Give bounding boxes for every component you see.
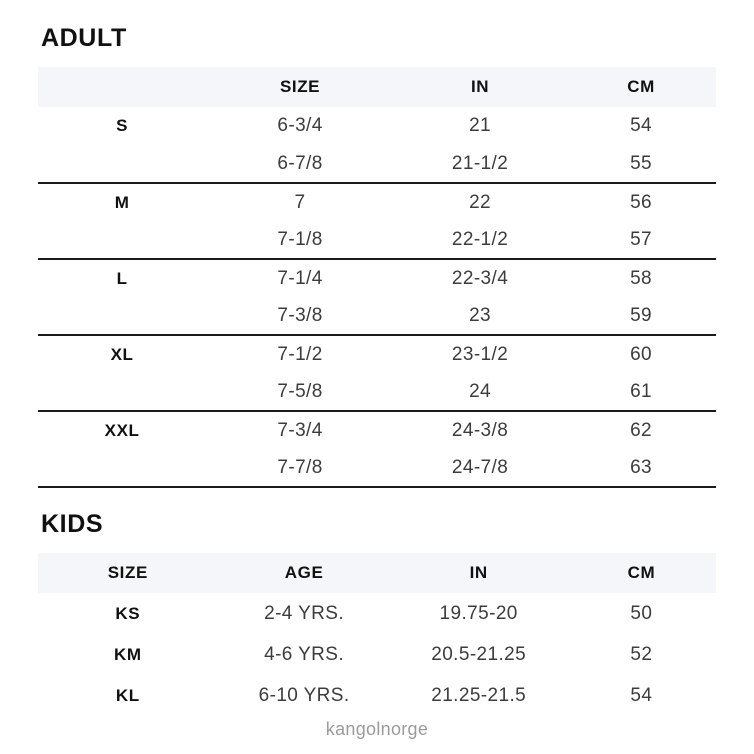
size-cell: 7-1/8 (206, 221, 394, 259)
size-cell: 7-3/8 (206, 297, 394, 335)
kids-header-cm: CM (627, 563, 656, 582)
table-row (38, 145, 716, 183)
adult-header-blank (38, 67, 206, 107)
cm-cell: 55 (566, 145, 716, 183)
cm-cell: 52 (630, 643, 653, 665)
adult-header-size: SIZE (279, 77, 321, 96)
brand-watermark: kangolnorge (325, 719, 429, 739)
in-cell: 22-3/4 (451, 267, 509, 289)
adult-section-title: ADULT (41, 24, 127, 52)
size-label-cell (38, 297, 206, 335)
in-cell: 24-7/8 (394, 449, 566, 487)
size-label-cell (38, 373, 206, 411)
cm-cell: 56 (630, 191, 653, 213)
table-row (38, 411, 716, 449)
kids-header-age: AGE (284, 563, 324, 582)
cm-cell: 61 (566, 373, 716, 411)
cm-cell: 57 (566, 221, 716, 259)
table-row (38, 449, 716, 487)
kids-size-table (38, 553, 716, 716)
table-row (38, 221, 716, 259)
age-cell: 2-4 YRS. (264, 602, 345, 624)
cm-cell: 59 (566, 297, 716, 335)
table-row (38, 259, 716, 297)
size-label-cell (38, 145, 206, 183)
in-cell: 20.5-21.25 (431, 643, 527, 665)
in-cell: 23 (394, 297, 566, 335)
cm-cell: 50 (630, 602, 653, 624)
table-row (38, 297, 716, 335)
size-label-cell: XXL (104, 420, 140, 440)
table-row (38, 634, 716, 675)
size-cell: 7-7/8 (206, 449, 394, 487)
adult-header-in: IN (470, 77, 490, 96)
size-cell: 7-5/8 (206, 373, 394, 411)
size-cell: 7-1/2 (277, 343, 323, 365)
size-cell: 7 (294, 191, 306, 213)
size-label-cell: L (116, 268, 128, 288)
cm-cell: 54 (630, 115, 653, 136)
in-cell: 22-1/2 (394, 221, 566, 259)
in-cell: 24-3/8 (451, 419, 509, 441)
kids-section-title: KIDS (41, 510, 104, 538)
in-cell: 21.25-21.5 (431, 684, 527, 706)
size-label-cell: M (114, 192, 130, 212)
adult-header-row (38, 67, 716, 107)
size-label-cell: KS (115, 603, 141, 623)
age-cell: 4-6 YRS. (264, 643, 345, 665)
kids-header-in: IN (469, 563, 488, 582)
adult-size-table (38, 67, 716, 488)
table-row (38, 675, 716, 716)
size-label-cell: XL (110, 344, 134, 364)
adult-header-cm: CM (627, 77, 655, 96)
size-cell: 6-3/4 (277, 115, 323, 136)
size-label-cell: KL (115, 685, 140, 705)
in-cell: 21 (469, 115, 491, 136)
cm-cell: 63 (566, 449, 716, 487)
cm-cell: 60 (630, 343, 653, 365)
table-row (38, 335, 716, 373)
size-label-cell: KM (114, 644, 142, 664)
size-cell: 6-7/8 (206, 145, 394, 183)
in-cell: 22 (469, 191, 491, 213)
cm-cell: 54 (630, 684, 653, 706)
size-cell: 7-1/4 (277, 267, 323, 289)
kids-header-size: SIZE (107, 563, 148, 582)
size-label-cell (38, 221, 206, 259)
size-label-cell: S (116, 116, 129, 135)
size-label-cell (38, 449, 206, 487)
table-row (38, 593, 716, 634)
table-row (38, 107, 716, 145)
size-cell: 7-3/4 (277, 419, 323, 441)
age-cell: 6-10 YRS. (258, 684, 350, 706)
in-cell: 19.75-20 (439, 602, 518, 624)
cm-cell: 62 (630, 419, 653, 441)
kids-header-row (38, 553, 716, 593)
cm-cell: 58 (630, 267, 653, 289)
in-cell: 24 (394, 373, 566, 411)
in-cell: 23-1/2 (451, 343, 509, 365)
table-row (38, 183, 716, 221)
table-row (38, 373, 716, 411)
in-cell: 21-1/2 (394, 145, 566, 183)
